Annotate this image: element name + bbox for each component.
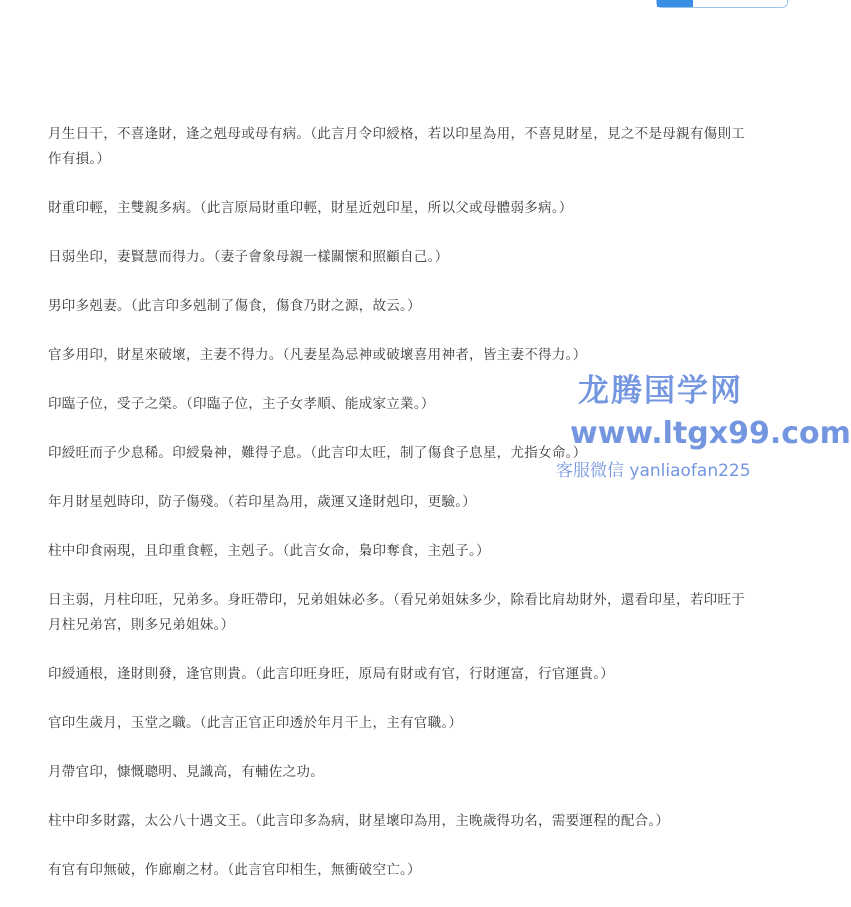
paragraph: 月帶官印，慷慨聰明、見識高，有輔佐之功。 [48, 764, 324, 780]
paragraph: 柱中印多財露，太公八十遇文王。（此言印多為病，財星壞印為用，主晚歲得功名，需要運程的配合。） [48, 813, 670, 829]
top-toolbar-widget[interactable] [656, 0, 788, 8]
paragraph: 印綬通根，逢財則發，逢官則貴。（此言印旺身旺，原局有財或有官，行財運富，行官運貴。） [48, 666, 615, 682]
top-toolbar-segment[interactable] [657, 0, 693, 7]
paragraph: 有官有印無破，作廊廟之材。（此言官印相生，無衝破空亡。） [48, 862, 421, 878]
paragraph: 男印多剋妻。（此言印多剋制了傷食，傷食乃財之源，故云。） [48, 298, 421, 314]
paragraph: 柱中印食兩現，且印重食輕，主剋子。（此言女命，梟印奪食，主剋子。） [48, 543, 490, 559]
paragraph: 官印生歲月，玉堂之職。（此言正官正印透於年月干上，主有官職。） [48, 715, 463, 731]
watermark-url: www.ltgx99.com [570, 416, 851, 451]
paragraph: 日弱坐印，妻賢慧而得力。（妻子會象母親一樣關懷和照顧自己。） [48, 249, 449, 265]
watermark-title: 龙腾国学网 [578, 373, 743, 409]
article-body [48, 122, 752, 907]
paragraph: 印綬旺而子少息稀。印綬梟神，難得子息。（此言印太旺，制了傷食子息星，尤指女命。） [48, 445, 587, 461]
paragraph: 月生日干，不喜逢財，逢之剋母或母有病。（此言月令印綬格，若以印星為用，不喜見財星，見之不是母親有傷則工作有損。） [48, 126, 746, 167]
paragraph: 年月財星剋時印，防子傷殘。（若印星為用，歲運又逢財剋印，更驗。） [48, 494, 477, 510]
paragraph: 官多用印，財星來破壞，主妻不得力。（凡妻星為忌神或破壞喜用神者，皆主妻不得力。） [48, 347, 587, 363]
watermark-contact: 客服微信 yanliaofan225 [556, 461, 751, 481]
paragraph: 印臨子位，受子之榮。（印臨子位，主子女孝順、能成家立業。） [48, 396, 435, 412]
paragraph: 財重印輕，主雙親多病。（此言原局財重印輕，財星近剋印星，所以父或母體弱多病。） [48, 200, 573, 216]
paragraph: 日主弱，月柱印旺，兄弟多。身旺帶印，兄弟姐妹必多。（看兄弟姐妹多少，除看比肩劫財外，還看印星，若印旺于月柱兄弟宮，則多兄弟姐妹。） [48, 592, 746, 633]
